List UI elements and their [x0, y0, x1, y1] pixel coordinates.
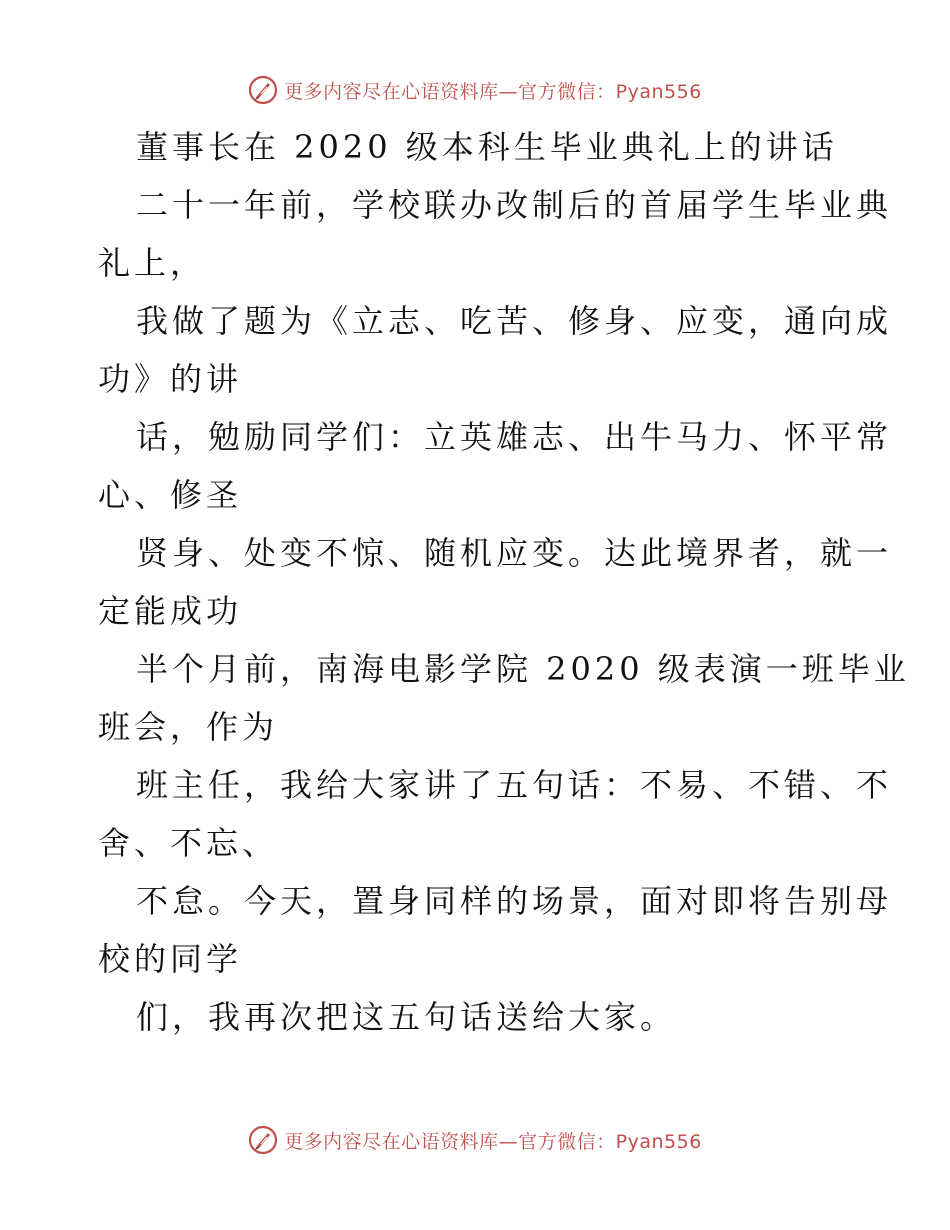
- paragraph-line: 们，我再次把这五句话送给大家。: [136, 998, 677, 1036]
- paragraph-line: 班主任，我给大家讲了五句话：不易、不错、不: [136, 766, 893, 804]
- header-banner-text: 更多内容尽在心语资料库—官方微信：Pyan556: [284, 80, 702, 103]
- header-banner: [0, 70, 950, 110]
- paragraph-line: 二十一年前，学校联办改制后的首届学生毕业典: [136, 186, 893, 224]
- paragraph-line: 校的同学: [98, 940, 243, 978]
- paragraph-line: 我做了题为《立志、吃苦、修身、应变，通向成: [136, 302, 893, 340]
- paragraph-line: 心、修圣: [98, 476, 243, 514]
- paragraph-line: 不怠。今天，置身同样的场景，面对即将告别母: [136, 882, 893, 920]
- paragraph-line: 功》的讲: [98, 360, 243, 398]
- paragraph-line: 贤身、处变不惊、随机应变。达此境界者，就一: [136, 534, 893, 572]
- paragraph-line: 话，勉励同学们：立英雄志、出牛马力、怀平常: [136, 418, 893, 456]
- document-title: 董事长在 2020 级本科生毕业典礼上的讲话: [136, 128, 838, 166]
- quill-pen-logo-icon: [248, 1125, 278, 1155]
- paragraph-line: 班会，作为: [98, 708, 279, 746]
- paragraph-line: 礼上，: [98, 244, 207, 282]
- footer-banner: [0, 1120, 950, 1160]
- footer-banner-text: 更多内容尽在心语资料库—官方微信：Pyan556: [284, 1130, 702, 1153]
- document-body: [98, 118, 910, 1046]
- paragraph-line: 半个月前，南海电影学院 2020 级表演一班毕业: [136, 650, 910, 688]
- quill-pen-logo-icon: [248, 75, 278, 105]
- paragraph-line: 舍、不忘、: [98, 824, 279, 862]
- paragraph-line: 定能成功: [98, 592, 243, 630]
